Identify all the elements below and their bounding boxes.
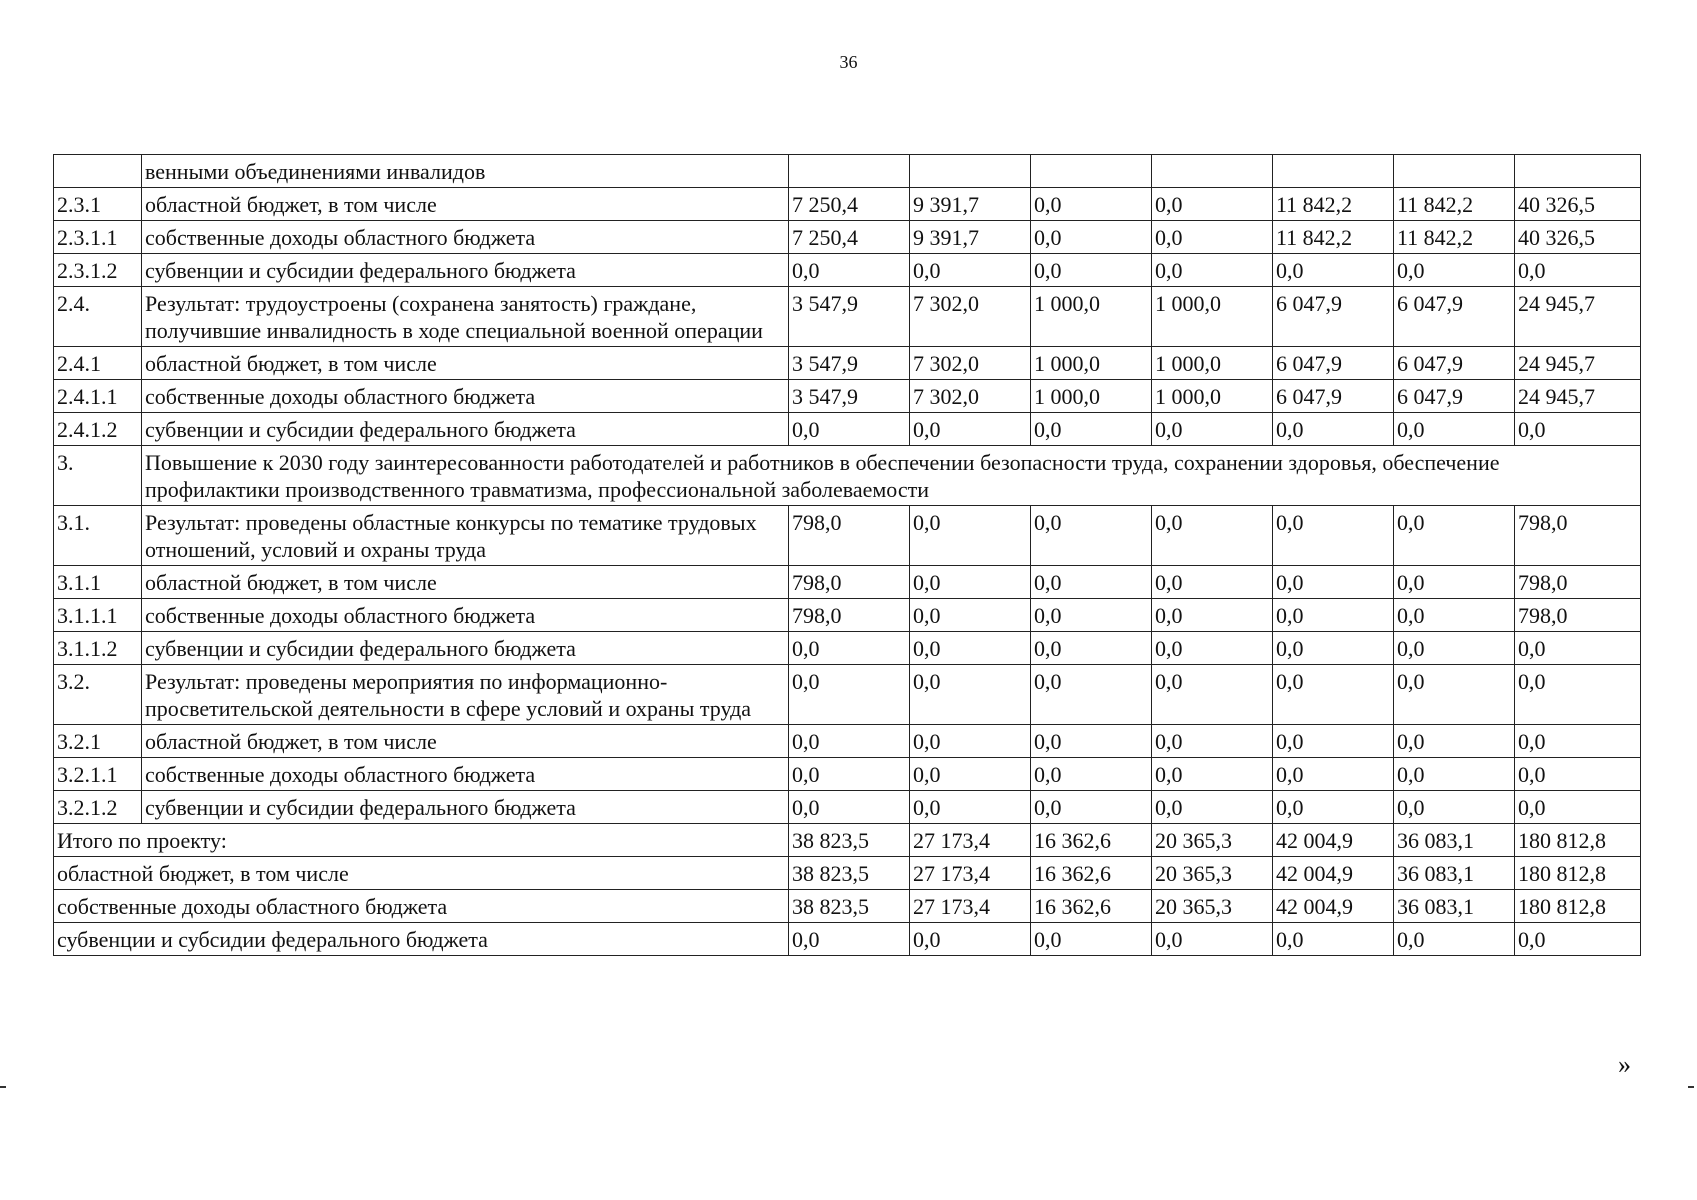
row-code-cell: 3.1.1.1 (54, 599, 142, 632)
left-edge-mark (0, 1086, 6, 1088)
row-code-cell: 3.2.1.1 (54, 758, 142, 791)
row-value-cell (910, 155, 1031, 188)
total-value-cell: 0,0 (1031, 923, 1152, 956)
row-name-cell: областной бюджет, в том числе (142, 347, 789, 380)
row-value-cell: 0,0 (1152, 188, 1273, 221)
row-value-cell: 0,0 (910, 632, 1031, 665)
row-value-cell: 1 000,0 (1031, 287, 1152, 347)
row-value-cell: 0,0 (1152, 566, 1273, 599)
row-value-cell: 11 842,2 (1273, 221, 1394, 254)
row-value-cell: 1 000,0 (1031, 380, 1152, 413)
total-value-cell: 38 823,5 (789, 890, 910, 923)
row-name-cell: собственные доходы областного бюджета (142, 758, 789, 791)
table-row (54, 221, 1641, 254)
row-value-cell: 1 000,0 (1152, 287, 1273, 347)
total-value-cell: 0,0 (1515, 923, 1641, 956)
row-value-cell: 0,0 (789, 665, 910, 725)
row-name-cell: субвенции и субсидии федерального бюджета (142, 254, 789, 287)
row-value-cell: 0,0 (789, 791, 910, 824)
row-name-cell: Результат: проведены областные конкурсы по тематике трудовых отношений, условий и охраны труда (142, 506, 789, 566)
total-value-cell: 20 365,3 (1152, 824, 1273, 857)
table-row (54, 791, 1641, 824)
row-value-cell: 0,0 (1394, 413, 1515, 446)
row-value-cell: 0,0 (1152, 599, 1273, 632)
row-value-cell: 0,0 (1031, 632, 1152, 665)
row-name-cell: венными объединениями инвалидов (142, 155, 789, 188)
row-name-cell: Результат: проведены мероприятия по информационно-просветительской деятельности в сфере условий и охраны труда (142, 665, 789, 725)
row-value-cell: 9 391,7 (910, 188, 1031, 221)
total-value-cell: 42 004,9 (1273, 824, 1394, 857)
row-value-cell: 7 302,0 (910, 287, 1031, 347)
table-row (54, 413, 1641, 446)
row-value-cell: 6 047,9 (1394, 380, 1515, 413)
total-name-cell: Итого по проекту: (54, 824, 789, 857)
row-code-cell: 3.2.1 (54, 725, 142, 758)
row-value-cell: 0,0 (1273, 758, 1394, 791)
total-value-cell: 27 173,4 (910, 857, 1031, 890)
table-row (54, 506, 1641, 566)
table-row (54, 188, 1641, 221)
row-value-cell: 0,0 (910, 413, 1031, 446)
total-name-cell: областной бюджет, в том числе (54, 857, 789, 890)
row-name-cell: собственные доходы областного бюджета (142, 221, 789, 254)
row-name-cell: собственные доходы областного бюджета (142, 380, 789, 413)
row-code-cell: 2.4.1.1 (54, 380, 142, 413)
total-name-cell: собственные доходы областного бюджета (54, 890, 789, 923)
row-value-cell: 11 842,2 (1394, 188, 1515, 221)
row-name-cell: Результат: трудоустроены (сохранена занятость) граждане, получившие инвалидность в ходе специальной военной операции (142, 287, 789, 347)
row-code-cell: 2.3.1.1 (54, 221, 142, 254)
row-value-cell: 0,0 (789, 632, 910, 665)
row-value-cell: 0,0 (1031, 758, 1152, 791)
row-value-cell: 0,0 (789, 725, 910, 758)
total-value-cell: 0,0 (1152, 923, 1273, 956)
row-value-cell: 798,0 (1515, 566, 1641, 599)
table-row (54, 380, 1641, 413)
right-edge-mark (1688, 1086, 1694, 1088)
row-value-cell: 0,0 (910, 566, 1031, 599)
row-value-cell: 7 302,0 (910, 347, 1031, 380)
row-value-cell: 7 250,4 (789, 221, 910, 254)
row-code-cell: 3.2. (54, 665, 142, 725)
row-code-cell: 2.4.1 (54, 347, 142, 380)
row-value-cell: 3 547,9 (789, 347, 910, 380)
row-value-cell: 40 326,5 (1515, 221, 1641, 254)
total-value-cell: 0,0 (1273, 923, 1394, 956)
row-value-cell: 0,0 (1273, 413, 1394, 446)
row-value-cell: 0,0 (910, 254, 1031, 287)
row-code-cell: 3.1.1 (54, 566, 142, 599)
row-name-cell: субвенции и субсидии федерального бюджета (142, 791, 789, 824)
row-value-cell: 0,0 (1152, 254, 1273, 287)
row-value-cell: 0,0 (1273, 632, 1394, 665)
row-name-cell: субвенции и субсидии федерального бюджета (142, 413, 789, 446)
row-value-cell: 24 945,7 (1515, 287, 1641, 347)
table-row (54, 599, 1641, 632)
row-name-cell: Повышение к 2030 году заинтересованности работодателей и работников в обеспечении безопасности труда, сохранении здоровья, обеспечение профилактики производственного травматизма, профессиональной заболеваемости (142, 446, 1641, 506)
row-value-cell: 0,0 (1031, 506, 1152, 566)
row-value-cell: 0,0 (1031, 188, 1152, 221)
total-value-cell: 16 362,6 (1031, 824, 1152, 857)
table-row (54, 758, 1641, 791)
row-value-cell: 0,0 (1515, 665, 1641, 725)
row-value-cell: 0,0 (1515, 632, 1641, 665)
row-value-cell: 0,0 (1394, 665, 1515, 725)
row-code-cell: 3.2.1.2 (54, 791, 142, 824)
row-value-cell: 0,0 (1515, 758, 1641, 791)
total-value-cell: 180 812,8 (1515, 857, 1641, 890)
row-value-cell: 0,0 (1394, 506, 1515, 566)
row-value-cell: 0,0 (1273, 665, 1394, 725)
row-value-cell: 798,0 (789, 506, 910, 566)
row-value-cell: 0,0 (1152, 632, 1273, 665)
row-value-cell: 0,0 (1394, 758, 1515, 791)
row-value-cell: 798,0 (789, 566, 910, 599)
row-code-cell: 2.4.1.2 (54, 413, 142, 446)
row-value-cell: 798,0 (1515, 599, 1641, 632)
row-name-cell: областной бюджет, в том числе (142, 188, 789, 221)
total-value-cell: 0,0 (910, 923, 1031, 956)
row-value-cell: 798,0 (1515, 506, 1641, 566)
row-value-cell: 0,0 (1273, 791, 1394, 824)
row-value-cell: 1 000,0 (1152, 347, 1273, 380)
table-row (54, 287, 1641, 347)
row-value-cell (1152, 155, 1273, 188)
row-value-cell: 0,0 (1031, 221, 1152, 254)
closing-quote: » (1618, 1050, 1631, 1079)
total-row (54, 857, 1641, 890)
row-value-cell: 0,0 (1394, 254, 1515, 287)
row-value-cell: 0,0 (1273, 254, 1394, 287)
row-value-cell: 0,0 (910, 725, 1031, 758)
row-name-cell: областной бюджет, в том числе (142, 566, 789, 599)
table-row (54, 254, 1641, 287)
row-value-cell: 0,0 (1031, 665, 1152, 725)
total-value-cell: 20 365,3 (1152, 890, 1273, 923)
table-row (54, 446, 1641, 506)
row-value-cell: 0,0 (1273, 566, 1394, 599)
row-value-cell: 3 547,9 (789, 287, 910, 347)
total-value-cell: 16 362,6 (1031, 890, 1152, 923)
row-value-cell: 0,0 (1394, 566, 1515, 599)
row-value-cell: 11 842,2 (1273, 188, 1394, 221)
row-value-cell: 0,0 (910, 599, 1031, 632)
row-value-cell: 0,0 (1394, 791, 1515, 824)
row-value-cell: 0,0 (910, 665, 1031, 725)
row-value-cell: 0,0 (1152, 725, 1273, 758)
total-value-cell: 27 173,4 (910, 824, 1031, 857)
total-value-cell: 36 083,1 (1394, 890, 1515, 923)
row-value-cell: 0,0 (1031, 599, 1152, 632)
row-name-cell: областной бюджет, в том числе (142, 725, 789, 758)
budget-table (53, 154, 1641, 956)
total-row (54, 824, 1641, 857)
row-value-cell: 0,0 (1031, 254, 1152, 287)
row-value-cell: 0,0 (1515, 254, 1641, 287)
table-row (54, 725, 1641, 758)
total-value-cell: 42 004,9 (1273, 857, 1394, 890)
row-value-cell: 0,0 (1394, 632, 1515, 665)
row-value-cell: 6 047,9 (1394, 347, 1515, 380)
row-value-cell: 0,0 (789, 413, 910, 446)
row-code-cell: 3.1.1.2 (54, 632, 142, 665)
total-value-cell: 27 173,4 (910, 890, 1031, 923)
row-value-cell: 0,0 (1515, 791, 1641, 824)
row-value-cell: 0,0 (1031, 791, 1152, 824)
row-value-cell: 6 047,9 (1273, 287, 1394, 347)
row-code-cell: 3.1. (54, 506, 142, 566)
row-value-cell: 0,0 (1152, 413, 1273, 446)
total-value-cell: 180 812,8 (1515, 824, 1641, 857)
row-value-cell: 24 945,7 (1515, 380, 1641, 413)
row-value-cell: 6 047,9 (1394, 287, 1515, 347)
table-row (54, 155, 1641, 188)
row-value-cell: 0,0 (1515, 413, 1641, 446)
row-value-cell (1515, 155, 1641, 188)
row-value-cell: 0,0 (910, 791, 1031, 824)
row-value-cell: 0,0 (1273, 506, 1394, 566)
row-value-cell (1031, 155, 1152, 188)
row-value-cell: 0,0 (1394, 599, 1515, 632)
row-value-cell: 0,0 (1152, 665, 1273, 725)
row-value-cell: 7 302,0 (910, 380, 1031, 413)
row-value-cell: 0,0 (910, 758, 1031, 791)
table-row (54, 347, 1641, 380)
total-value-cell: 20 365,3 (1152, 857, 1273, 890)
row-value-cell: 6 047,9 (1273, 380, 1394, 413)
row-value-cell: 11 842,2 (1394, 221, 1515, 254)
row-value-cell: 24 945,7 (1515, 347, 1641, 380)
total-value-cell: 36 083,1 (1394, 824, 1515, 857)
table-row (54, 632, 1641, 665)
row-value-cell (1394, 155, 1515, 188)
budget-table-body (54, 155, 1641, 956)
row-code-cell (54, 155, 142, 188)
row-value-cell: 0,0 (1273, 725, 1394, 758)
total-value-cell: 38 823,5 (789, 857, 910, 890)
row-value-cell: 0,0 (1031, 725, 1152, 758)
row-value-cell: 9 391,7 (910, 221, 1031, 254)
row-value-cell: 1 000,0 (1152, 380, 1273, 413)
table-row (54, 566, 1641, 599)
row-value-cell (1273, 155, 1394, 188)
row-value-cell: 0,0 (1152, 221, 1273, 254)
row-value-cell: 0,0 (1273, 599, 1394, 632)
total-value-cell: 180 812,8 (1515, 890, 1641, 923)
table-row (54, 665, 1641, 725)
total-value-cell: 0,0 (789, 923, 910, 956)
row-value-cell: 0,0 (1152, 758, 1273, 791)
row-name-cell: субвенции и субсидии федерального бюджета (142, 632, 789, 665)
row-value-cell: 6 047,9 (1273, 347, 1394, 380)
row-value-cell: 40 326,5 (1515, 188, 1641, 221)
row-value-cell: 0,0 (1031, 413, 1152, 446)
row-value-cell: 0,0 (789, 254, 910, 287)
total-value-cell: 42 004,9 (1273, 890, 1394, 923)
row-code-cell: 2.3.1 (54, 188, 142, 221)
row-value-cell: 0,0 (1515, 725, 1641, 758)
row-value-cell: 0,0 (1152, 506, 1273, 566)
row-code-cell: 3. (54, 446, 142, 506)
row-value-cell: 1 000,0 (1031, 347, 1152, 380)
total-value-cell: 0,0 (1394, 923, 1515, 956)
total-value-cell: 38 823,5 (789, 824, 910, 857)
row-value-cell: 0,0 (1031, 566, 1152, 599)
total-name-cell: субвенции и субсидии федерального бюджета (54, 923, 789, 956)
row-value-cell: 7 250,4 (789, 188, 910, 221)
row-name-cell: собственные доходы областного бюджета (142, 599, 789, 632)
row-value-cell: 798,0 (789, 599, 910, 632)
total-row (54, 923, 1641, 956)
row-value-cell: 0,0 (1152, 791, 1273, 824)
total-value-cell: 16 362,6 (1031, 857, 1152, 890)
row-value-cell: 0,0 (789, 758, 910, 791)
page-number: 36 (839, 52, 858, 72)
row-code-cell: 2.4. (54, 287, 142, 347)
row-value-cell: 0,0 (1394, 725, 1515, 758)
row-value-cell (789, 155, 910, 188)
total-row (54, 890, 1641, 923)
total-value-cell: 36 083,1 (1394, 857, 1515, 890)
row-value-cell: 3 547,9 (789, 380, 910, 413)
row-value-cell: 0,0 (910, 506, 1031, 566)
row-code-cell: 2.3.1.2 (54, 254, 142, 287)
